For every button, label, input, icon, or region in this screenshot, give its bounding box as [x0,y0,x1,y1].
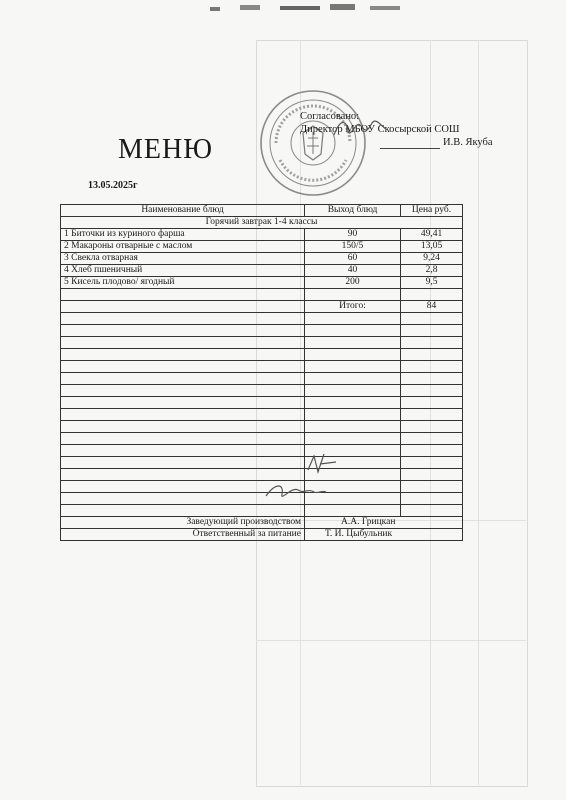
total-row [61,301,463,313]
empty-row [61,469,463,481]
empty-row [61,421,463,433]
empty-row [61,445,463,457]
table-row [61,241,463,253]
empty-row [61,397,463,409]
dish-yield: 90 [305,229,401,241]
header-price: Цена руб. [401,205,463,217]
table-header-row [61,205,463,217]
dish-price: 13,05 [401,241,463,253]
table-row [61,253,463,265]
dish-price: 9,24 [401,253,463,265]
empty-row [61,361,463,373]
dish-name: 1 Биточки из куриного фарша [61,229,305,241]
bleed-through-line [256,640,526,641]
page-title: МЕНЮ [118,134,213,165]
dish-price: 49,41 [401,229,463,241]
total-label: Итого: [305,301,401,313]
section-row [61,217,463,229]
dish-name: 5 Кисель плодово/ ягодный [61,277,305,289]
approval-signatory: И.В. Якуба [443,137,493,148]
menu-date: 13.05.2025г [88,180,138,191]
dish-name: 3 Свекла отварная [61,253,305,265]
dish-name: 4 Хлеб пшеничный [61,265,305,277]
empty-row [61,433,463,445]
empty-row [61,337,463,349]
total-value: 84 [401,301,463,313]
empty-row [61,349,463,361]
table-row [61,265,463,277]
scan-artifact [210,2,430,16]
empty-row [61,385,463,397]
empty-row [61,373,463,385]
empty-row [61,313,463,325]
production-head-label: Заведующий производством [61,517,305,529]
bleed-through-line [478,40,479,785]
empty-row [61,409,463,421]
nutrition-label: Ответственный за питание [61,529,305,541]
dish-yield: 200 [305,277,401,289]
dish-yield: 60 [305,253,401,265]
section-title: Горячий завтрак 1-4 классы [61,217,463,229]
empty-row [61,457,463,469]
nutrition-name: Т. И. Цыбульник [325,529,393,539]
table-row [61,277,463,289]
header-dish-name: Наименование блюд [61,205,305,217]
table-row [61,229,463,241]
production-head-row [61,517,463,529]
dish-yield: 150/5 [305,241,401,253]
dish-price: 9,5 [401,277,463,289]
header-yield: Выход блюд [305,205,401,217]
empty-row [61,325,463,337]
production-head-signature [302,450,342,480]
empty-row [61,289,463,301]
approval-agreed: Согласовано: [300,111,360,122]
nutrition-row [61,529,463,541]
approval-position: Директор МБОУ Скосырской СОШ [300,124,460,135]
empty-row [61,505,463,517]
director-signature [330,115,390,141]
nutrition-signature [262,480,328,504]
dish-price: 2,8 [401,265,463,277]
dish-name: 2 Макароны отварные с маслом [61,241,305,253]
dish-yield: 40 [305,265,401,277]
production-head-name: А.А. Грицкан [341,517,396,527]
